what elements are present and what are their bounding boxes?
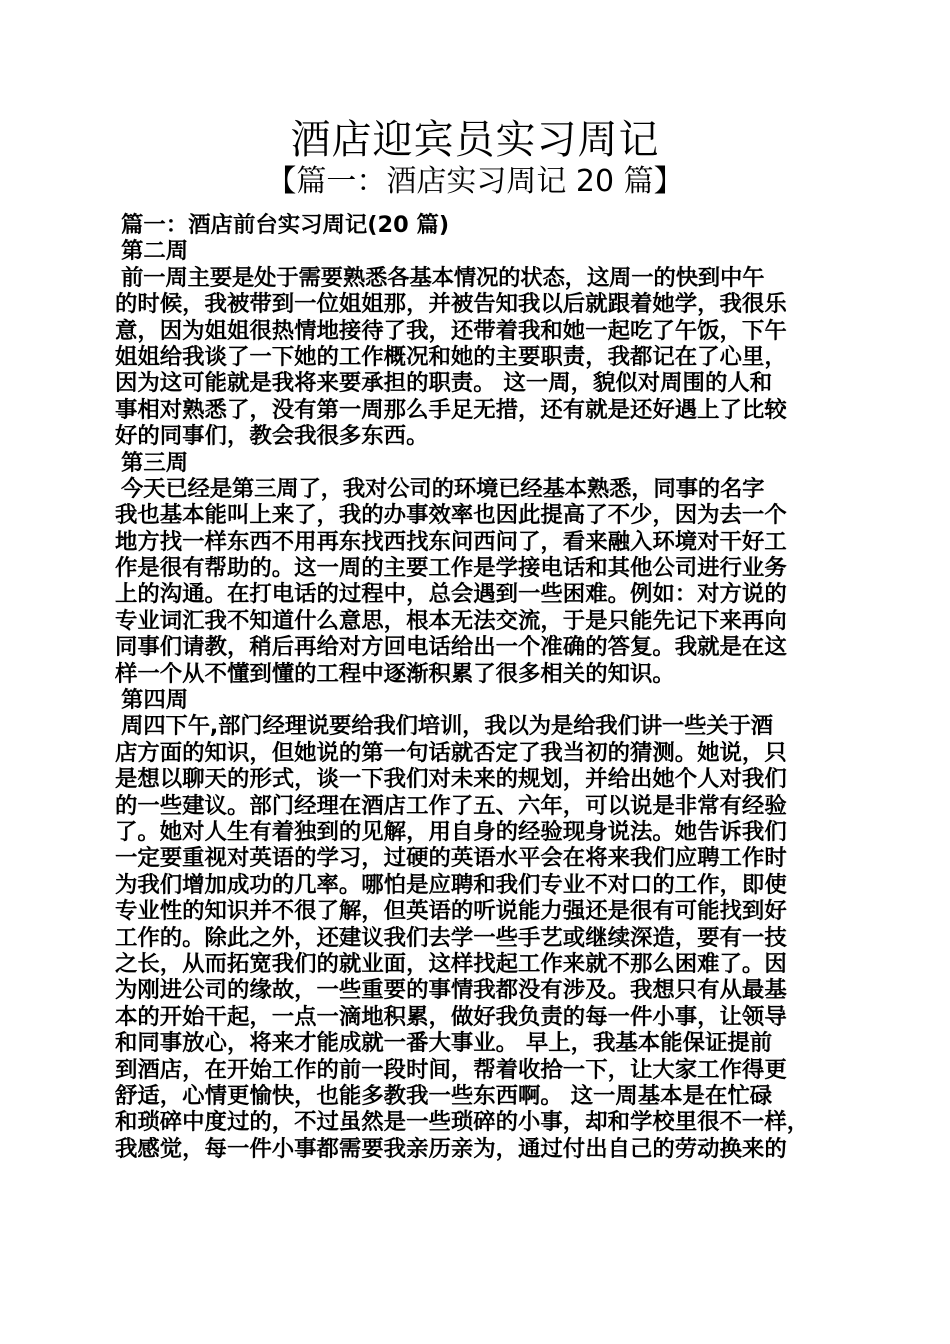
text-line: 的时候，我被带到一位姐姐那，并被告知我以后就跟着她学，我很乐 — [115, 291, 787, 318]
text-line: 和琐碎中度过的，不过虽然是一些琐碎的小事，却和学校里很不一样， — [115, 1109, 810, 1136]
document-subtitle: 【篇一：酒店实习周记 20 篇】 — [266, 164, 684, 199]
text-line: 店方面的知识，但她说的第一句话就否定了我当初的猜测。她说，只 — [115, 739, 787, 766]
text-line: 篇一：酒店前台实习周记(20 篇) — [121, 212, 450, 238]
text-line: 事相对熟悉了，没有第一周那么手足无措，还有就是还好遇上了比较 — [115, 396, 787, 423]
text-line: 因为这可能就是我将来要承担的职责。 这一周，貌似对周围的人和 — [115, 370, 773, 397]
text-line: 第四周 — [121, 687, 189, 714]
text-line: 意，因为姐姐很热情地接待了我，还带着我和她一起吃了午饭，下午 — [115, 317, 787, 344]
text-line: 的一些建议。部门经理在酒店工作了五、六年，可以说是非常有经验 — [115, 792, 787, 819]
text-line: 今天已经是第三周了，我对公司的环境已经基本熟悉，同事的名字 — [121, 475, 765, 502]
document-title: 酒店迎宾员实习周记 — [290, 117, 660, 163]
text-line: 到酒店，在开始工作的前一段时间，帮着收拾一下，让大家工作得更 — [115, 1056, 787, 1083]
text-line: 了。她对人生有着独到的见解，用自身的经验现身说法。她告诉我们 — [115, 818, 787, 845]
text-line: 为刚进公司的缘故，一些重要的事情我都没有涉及。我想只有从最基 — [115, 977, 787, 1004]
text-line: 之长，从而拓宽我们的就业面，这样找起工作来就不那么困难了。因 — [115, 950, 787, 977]
text-line: 上的沟通。在打电话的过程中，总会遇到一些困难。例如：对方说的 — [115, 581, 787, 608]
text-line: 周四下午,部门经理说要给我们培训，我以为是给我们讲一些关于酒 — [121, 713, 773, 740]
text-line: 我感觉，每一件小事都需要我亲历亲为，通过付出自己的劳动换来的 — [115, 1135, 787, 1162]
text-line: 和同事放心，将来才能成就一番大事业。 早上，我基本能保证提前 — [115, 1030, 773, 1057]
text-line: 一定要重视对英语的学习，过硬的英语水平会在将来我们应聘工作时 — [115, 845, 787, 872]
text-line: 好的同事们，教会我很多东西。 — [115, 423, 429, 450]
text-line: 我也基本能叫上来了，我的办事效率也因此提高了不少，因为去一个 — [115, 502, 787, 529]
text-line: 专业性的知识并不很了解，但英语的听说能力强还是很有可能找到好 — [115, 898, 787, 925]
text-line: 舒适，心情更愉快，也能多教我一些东西啊。 这一周基本是在忙碌 — [115, 1082, 773, 1109]
text-line: 作是很有帮助的。这一周的主要工作是学接电话和其他公司进行业务 — [115, 555, 787, 582]
text-line: 前一周主要是处于需要熟悉各基本情况的状态，这周一的快到中午 — [121, 264, 765, 291]
text-line: 地方找一样东西不用再东找西找东问西问了，看来融入环境对干好工 — [115, 528, 787, 555]
text-line: 第二周 — [121, 238, 189, 265]
text-line: 专业词汇我不知道什么意思，根本无法交流，于是只能先记下来再向 — [115, 607, 787, 634]
text-line: 同事们请教，稍后再给对方回电话给出一个准确的答复。我就是在这 — [115, 634, 787, 661]
text-line: 工作的。除此之外，还建议我们去学一些手艺或继续深造，要有一技 — [115, 924, 787, 951]
text-line: 姐姐给我谈了一下她的工作概况和她的主要职责，我都记在了心里， — [115, 343, 787, 370]
text-line: 第三周 — [121, 449, 189, 476]
text-line: 为我们增加成功的几率。哪怕是应聘和我们专业不对口的工作，即使 — [115, 871, 787, 898]
text-line: 样一个从不懂到懂的工程中逐渐积累了很多相关的知识。 — [115, 660, 675, 687]
document-body — [115, 212, 837, 1162]
text-line: 是想以聊天的形式，谈一下我们对未来的规划，并给出她个人对我们 — [115, 766, 787, 793]
text-line: 本的开始干起，一点一滴地积累，做好我负责的每一件小事，让领导 — [115, 1003, 787, 1030]
